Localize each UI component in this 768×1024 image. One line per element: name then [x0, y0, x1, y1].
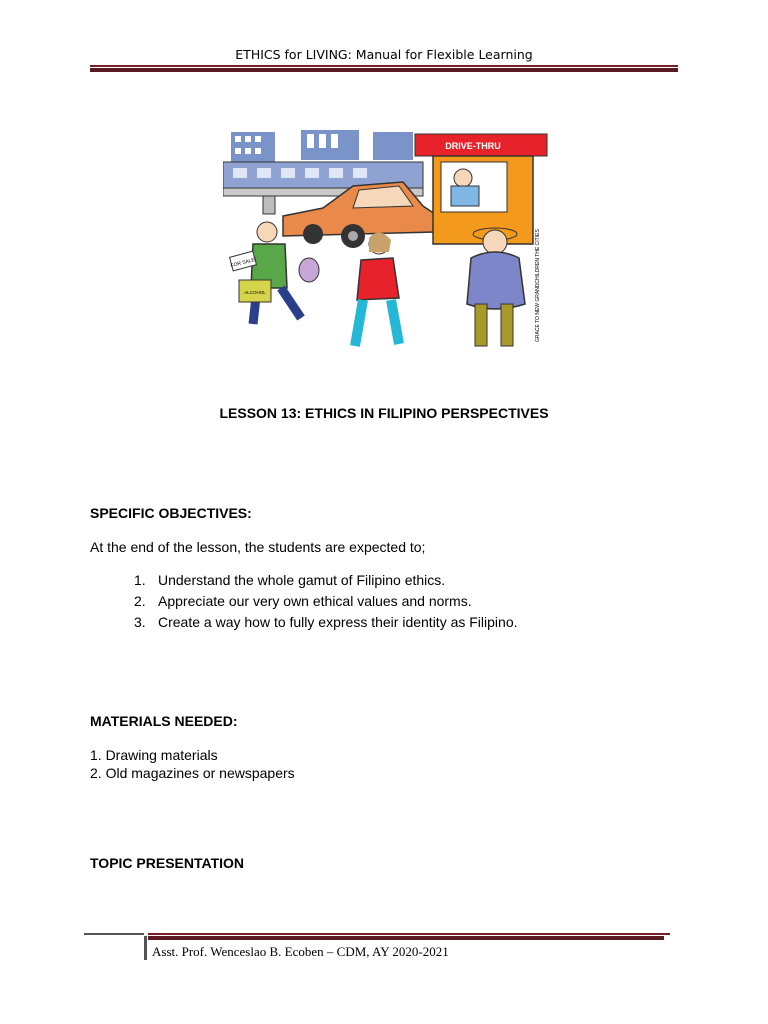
- objective-item-2-text: Appreciate our very own ethical values and norms.: [158, 593, 472, 609]
- objective-item-1-text: Understand the whole gamut of Filipino ethics.: [158, 572, 446, 588]
- objective-item-3-num: 3.: [134, 614, 146, 630]
- objectives-heading: SPECIFIC OBJECTIVES:: [90, 505, 252, 521]
- footer-rule-top: [148, 933, 670, 935]
- objective-item-2-num: 2.: [134, 593, 146, 609]
- footer-text: Asst. Prof. Wenceslao B. Ecoben – CDM, AY 2020-2021: [152, 944, 449, 959]
- for-sale-sign-text: FOR SALE!: [230, 256, 257, 270]
- running-header: ETHICS for LIVING: Manual for Flexible Learning: [235, 47, 533, 62]
- objective-item-3-text: Create a way how to fully express their identity as Filipino.: [158, 614, 518, 630]
- materials-heading: MATERIALS NEEDED:: [90, 713, 238, 729]
- materials-item-1: 1. Drawing materials: [90, 747, 218, 763]
- topic-heading: TOPIC PRESENTATION: [90, 855, 245, 871]
- footer-rule-left: [84, 933, 144, 935]
- cartoon-illustration: [223, 128, 549, 356]
- header-rule-bottom: [90, 68, 678, 72]
- footer-vertical-rule: [144, 936, 147, 960]
- objective-item-1-num: 1.: [134, 572, 146, 588]
- objectives-intro: At the end of the lesson, the students are expected to;: [90, 539, 426, 555]
- drive-thru-sign-text: DRIVE-THRU: [445, 141, 501, 151]
- footer-rule-bottom: [148, 936, 664, 940]
- lesson-title: LESSON 13: ETHICS IN FILIPINO PERSPECTIVES: [219, 405, 549, 421]
- bag-label-text: ALCOHOL: [244, 290, 266, 295]
- cartoon-svg: [223, 128, 549, 356]
- cartoon-credit-text: GRACE TO NEW GRANDCHILDREN THE CITIES: [535, 229, 541, 342]
- materials-item-2: 2. Old magazines or newspapers: [90, 765, 295, 781]
- header-rule-top: [90, 65, 678, 67]
